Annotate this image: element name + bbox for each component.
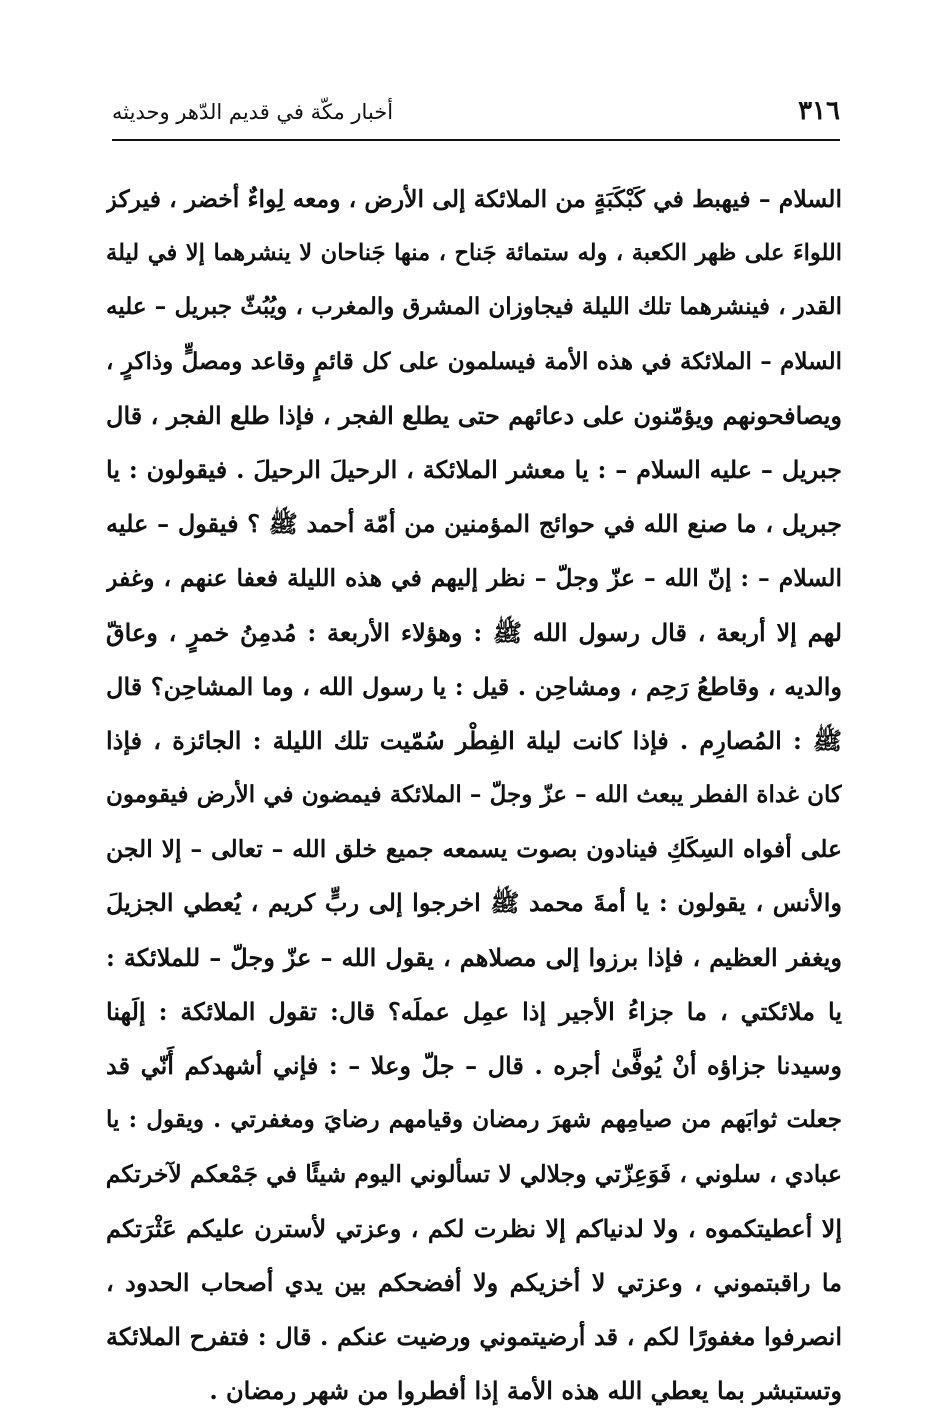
text-line: عبادي ، سلوني ، فَوَعِزّتي وجلالي لا تسألوني اليوم شيئًا في جَمْعكم لآخرتكم bbox=[106, 1160, 842, 1189]
text-line: السلام – الملائكة في هذه الأمة فيسلمون على كل قائمٍ وقاعد ومصلٍّ وذاكرٍ ، bbox=[106, 347, 842, 375]
text-line: جبريل ، ما صنع الله في حوائج المؤمنين من أمّة أحمد ﷺ ؟ فيقول – عليه bbox=[106, 509, 842, 539]
text-line: السلام – : إنّ الله – عزّ وجلّ – نظر إليهم في هذه الليلة فعفا عنهم ، وغفر bbox=[106, 564, 842, 593]
text-line: وتستبشر بما يعطي الله هذه الأمة إذا أفطروا من شهر رمضان . bbox=[209, 1376, 842, 1406]
text-line: اللواءَ على ظهر الكعبة ، وله ستمائة جَناح ، منها جَناحان لا ينشرهما إلا في ليلة bbox=[106, 240, 842, 267]
text-line: والديه ، وقاطعُ رَحِم ، ومشاحِن . قيل : يا رسول الله ، وما المشاحِن؟ قال bbox=[106, 671, 842, 701]
text-line: يا ملائكتي ، ما جزاءُ الأجير إذا عمِل عملَه؟ قال: تقول الملائكة : إلَهنا bbox=[106, 996, 842, 1026]
text-line: إلا أعطيتكموه ، ولا لدنياكم إلا نظرت لكم ، وعزتي لأسترن عليكم عَثْرَتكم bbox=[106, 1213, 842, 1243]
text-line: انصرفوا مغفورًا لكم ، قد أرضيتموني ورضيت عنكم . قال : فتفرح الملائكة bbox=[106, 1321, 842, 1351]
text-line: ويغفر العظيم ، فإذا برزوا إلى مصلاهم ، يقول الله – عزّ وجلّ – للملائكة : bbox=[106, 942, 842, 972]
text-line: لهم إلا أربعة ، قال رسول الله ﷺ : وهؤلاء الأربعة : مُدمِنُ خمرٍ ، وعاقّ bbox=[106, 617, 842, 647]
text-line: ﷺ : المُصارِم . فإذا كانت ليلة الفِطْر سُمّيت تلك الليلة : الجائزة ، فإذا bbox=[106, 725, 842, 755]
text-line: كان غداة الفطر يبعث الله – عزّ وجلّ – الملائكة فيمضون في الأرض فيقومون bbox=[106, 781, 842, 809]
text-line: ما راقبتموني ، وعزتي لا أخزيكم ولا أفضحكم بين يدي أصحاب الحدود ، bbox=[106, 1267, 842, 1297]
text-line: على أفواه السِكَكِ فينادون بصوت يسمعه جميع خلق الله – تعالى – إلا الجن bbox=[106, 835, 842, 864]
page-header bbox=[112, 92, 840, 136]
text-line: جعلت ثوابَهم من صيامِهم شهرَ رمضان وقيامهم رضايَ ومغفرتي . ويقول : يا bbox=[106, 1106, 842, 1134]
text-line: القدر ، فينشرهما تلك الليلة فيجاوزان المشرق والمغرب ، ويُبُثّ جبريل – عليه bbox=[106, 293, 842, 321]
text-line: السلام – فيهبط في كَبْكَبَةٍ من الملائكة إلى الأرض ، ومعه لِواءٌ أخضر ، فيركز bbox=[106, 185, 842, 213]
body-text bbox=[106, 172, 842, 1418]
text-line: والأنس ، يقولون : يا أمةَ محمد ﷺ اخرجوا إلى ربٍّ كريم ، يُعطي الجزيلَ bbox=[106, 888, 842, 918]
text-line: ويصافحونهم ويؤمّنون على دعائهم حتى يطلع الفجر ، فإذا طلع الفجر ، قال bbox=[106, 400, 842, 430]
header-divider bbox=[112, 139, 840, 141]
page-number: ٣١٦ bbox=[798, 96, 840, 126]
running-title: أخبار مكّة في قديم الدّهر وحديثه bbox=[112, 100, 394, 124]
text-line: جبريل – عليه السلام – : يا معشر الملائكة ، الرحيلَ الرحيلَ . فيقولون : يا bbox=[106, 454, 842, 484]
text-line: وسيدنا جزاؤه أنْ يُوفَّىٰ أجره . قال – جلّ وعلا – : فإني أشهدكم أَنّي قد bbox=[106, 1051, 842, 1080]
